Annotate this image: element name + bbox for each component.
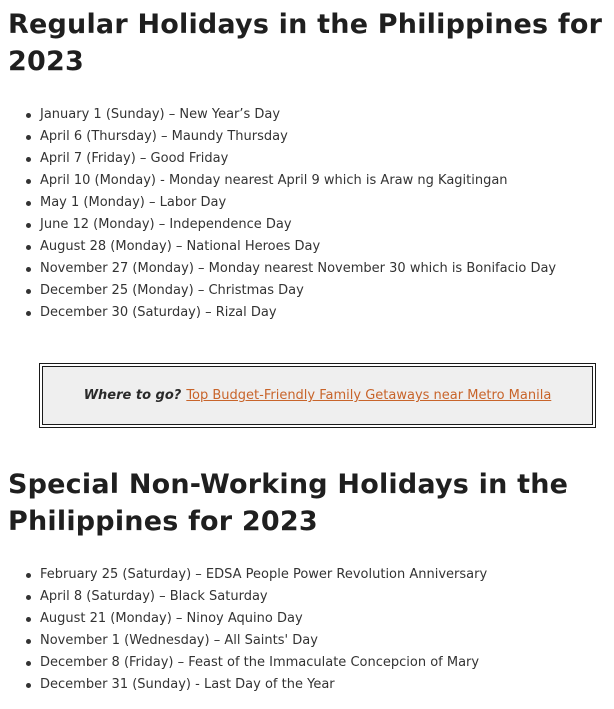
bullet-icon xyxy=(26,157,31,162)
list-item-text: December 31 (Sunday) - Last Day of the Year xyxy=(40,677,335,692)
bullet-icon xyxy=(26,223,31,228)
list-item xyxy=(0,608,487,630)
list-item-text: November 1 (Wednesday) – All Saints' Day xyxy=(40,633,318,648)
list-item-text: April 6 (Thursday) – Maundy Thursday xyxy=(40,129,288,144)
list-item xyxy=(0,170,556,192)
bullet-icon xyxy=(26,595,31,600)
list-item xyxy=(0,564,487,586)
regular-holidays-heading: Regular Holidays in the Philippines for 2023 xyxy=(8,9,603,77)
list-item xyxy=(0,674,487,696)
list-item xyxy=(0,586,487,608)
list-item-text: August 28 (Monday) – National Heroes Day xyxy=(40,239,321,254)
list-item xyxy=(0,652,487,674)
bullet-icon xyxy=(26,135,31,140)
list-item xyxy=(0,214,556,236)
list-item xyxy=(0,302,556,324)
list-item-text: April 10 (Monday) - Monday nearest April 9 which is Araw ng Kagitingan xyxy=(40,173,508,188)
bullet-icon xyxy=(26,201,31,206)
list-item-text: April 8 (Saturday) – Black Saturday xyxy=(40,589,268,604)
list-item xyxy=(0,104,556,126)
special-holidays-list xyxy=(0,564,487,696)
bullet-icon xyxy=(26,573,31,578)
bullet-icon xyxy=(26,245,31,250)
bullet-icon xyxy=(26,661,31,666)
list-item xyxy=(0,630,487,652)
where-to-go-callout xyxy=(39,363,596,428)
list-item-text: May 1 (Monday) – Labor Day xyxy=(40,195,227,210)
bullet-icon xyxy=(26,683,31,688)
bullet-icon xyxy=(26,179,31,184)
list-item-text: November 27 (Monday) – Monday nearest November 30 which is Bonifacio Day xyxy=(40,261,557,276)
list-item-text: December 8 (Friday) – Feast of the Immaculate Concepcion of Mary xyxy=(40,655,480,670)
list-item xyxy=(0,148,556,170)
list-item-text: January 1 (Sunday) – New Year’s Day xyxy=(40,107,281,122)
special-holidays-heading: Special Non-Working Holidays in the Philippines for 2023 xyxy=(8,469,569,537)
list-item xyxy=(0,280,556,302)
list-item xyxy=(0,236,556,258)
list-item-text: February 25 (Saturday) – EDSA People Power Revolution Anniversary xyxy=(40,567,488,582)
bullet-icon xyxy=(26,267,31,272)
list-item xyxy=(0,126,556,148)
list-item-text: December 25 (Monday) – Christmas Day xyxy=(40,283,304,298)
bullet-icon xyxy=(26,639,31,644)
bullet-icon xyxy=(26,113,31,118)
list-item-text: August 21 (Monday) – Ninoy Aquino Day xyxy=(40,611,303,626)
regular-holidays-list xyxy=(0,104,556,324)
bullet-icon xyxy=(26,617,31,622)
callout-box xyxy=(42,366,593,425)
bullet-icon xyxy=(26,289,31,294)
getaways-link[interactable]: Top Budget-Friendly Family Getaways near Metro Manila xyxy=(186,388,552,403)
callout-prefix: Where to go? xyxy=(83,388,182,403)
list-item-text: December 30 (Saturday) – Rizal Day xyxy=(40,305,277,320)
list-item xyxy=(0,258,556,280)
list-item-text: June 12 (Monday) – Independence Day xyxy=(40,217,292,232)
bullet-icon xyxy=(26,311,31,316)
list-item xyxy=(0,192,556,214)
list-item-text: April 7 (Friday) – Good Friday xyxy=(40,151,229,166)
